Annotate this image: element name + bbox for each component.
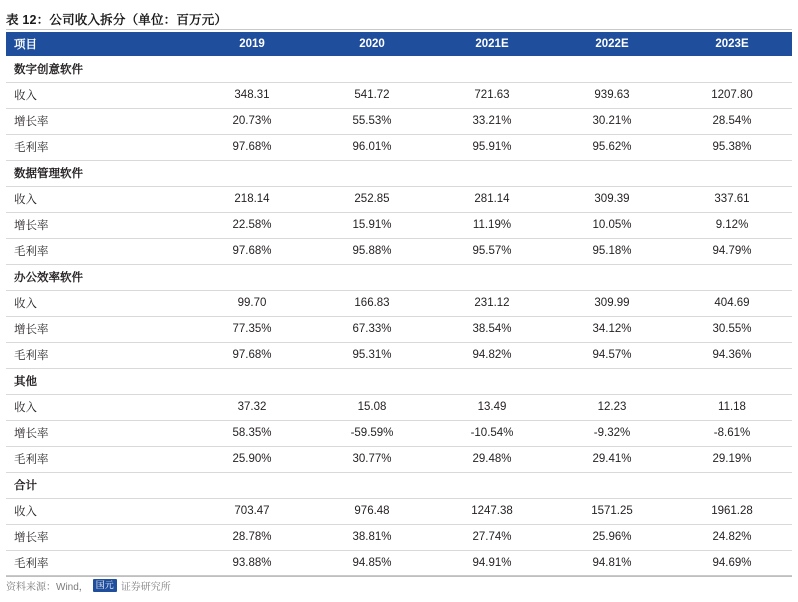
table-group-row: [6, 368, 792, 394]
table-row: [6, 108, 792, 134]
cell-value: 27.74%: [432, 524, 552, 550]
row-label: 收入: [6, 82, 192, 108]
group-label: 办公效率软件: [6, 264, 192, 290]
table-header-row: [6, 32, 792, 56]
cell-value: 93.88%: [192, 550, 312, 576]
cell-value: 15.08: [312, 394, 432, 420]
group-spacer: [432, 56, 552, 82]
table-row: [6, 238, 792, 264]
cell-value: -9.32%: [552, 420, 672, 446]
cell-value: 33.21%: [432, 108, 552, 134]
cell-value: -10.54%: [432, 420, 552, 446]
row-label: 增长率: [6, 316, 192, 342]
group-spacer: [552, 472, 672, 498]
table-row: [6, 134, 792, 160]
cell-value: 703.47: [192, 498, 312, 524]
cell-value: 541.72: [312, 82, 432, 108]
group-spacer: [312, 368, 432, 394]
table-caption-text: 表 12：公司收入拆分（单位：百万元）: [6, 13, 228, 27]
cell-value: 97.68%: [192, 342, 312, 368]
table-group-row: [6, 472, 792, 498]
cell-value: 37.32: [192, 394, 312, 420]
table-caption: [6, 8, 792, 30]
group-spacer: [672, 368, 792, 394]
cell-value: 94.81%: [552, 550, 672, 576]
cell-value: 939.63: [552, 82, 672, 108]
group-spacer: [312, 264, 432, 290]
table-row: [6, 316, 792, 342]
cell-value: 30.21%: [552, 108, 672, 134]
caption-divider: [6, 29, 792, 30]
table-group-row: [6, 160, 792, 186]
group-spacer: [672, 160, 792, 186]
table-group-row: [6, 56, 792, 82]
cell-value: 99.70: [192, 290, 312, 316]
cell-value: 13.49: [432, 394, 552, 420]
group-spacer: [312, 160, 432, 186]
cell-value: 166.83: [312, 290, 432, 316]
cell-value: 95.57%: [432, 238, 552, 264]
source-prefix: 资料来源：Wind，: [6, 581, 89, 593]
cell-value: 24.82%: [672, 524, 792, 550]
cell-value: 231.12: [432, 290, 552, 316]
row-label: 收入: [6, 394, 192, 420]
cell-value: 97.68%: [192, 134, 312, 160]
cell-value: 94.82%: [432, 342, 552, 368]
table-row: [6, 524, 792, 550]
cell-value: 28.78%: [192, 524, 312, 550]
table-group-row: [6, 264, 792, 290]
row-label: 毛利率: [6, 238, 192, 264]
cell-value: 97.68%: [192, 238, 312, 264]
cell-value: 25.96%: [552, 524, 672, 550]
cell-value: 10.05%: [552, 212, 672, 238]
cell-value: 1247.38: [432, 498, 552, 524]
row-label: 收入: [6, 290, 192, 316]
row-label: 增长率: [6, 524, 192, 550]
table-row: [6, 446, 792, 472]
group-spacer: [552, 160, 672, 186]
cell-value: 1571.25: [552, 498, 672, 524]
group-spacer: [432, 368, 552, 394]
cell-value: 25.90%: [192, 446, 312, 472]
cell-value: 67.33%: [312, 316, 432, 342]
cell-value: 29.41%: [552, 446, 672, 472]
table-row: [6, 550, 792, 576]
source-note: [6, 576, 792, 594]
cell-value: 1207.80: [672, 82, 792, 108]
cell-value: 55.53%: [312, 108, 432, 134]
cell-value: 9.12%: [672, 212, 792, 238]
cell-value: 404.69: [672, 290, 792, 316]
cell-value: 95.31%: [312, 342, 432, 368]
group-spacer: [312, 56, 432, 82]
group-spacer: [432, 472, 552, 498]
group-spacer: [192, 472, 312, 498]
row-label: 增长率: [6, 212, 192, 238]
cell-value: 976.48: [312, 498, 432, 524]
group-spacer: [672, 472, 792, 498]
group-spacer: [552, 264, 672, 290]
table-row: [6, 420, 792, 446]
table-body: [6, 56, 792, 576]
group-spacer: [432, 264, 552, 290]
group-spacer: [552, 56, 672, 82]
cell-value: 77.35%: [192, 316, 312, 342]
cell-value: 281.14: [432, 186, 552, 212]
source-suffix: 证券研究所: [120, 581, 171, 593]
table-row: [6, 394, 792, 420]
cell-value: 20.73%: [192, 108, 312, 134]
group-spacer: [192, 160, 312, 186]
cell-value: 337.61: [672, 186, 792, 212]
cell-value: 218.14: [192, 186, 312, 212]
cell-value: 38.81%: [312, 524, 432, 550]
broker-logo-badge: 国元: [93, 579, 117, 592]
cell-value: -8.61%: [672, 420, 792, 446]
table-header: [6, 32, 792, 56]
cell-value: 15.91%: [312, 212, 432, 238]
group-spacer: [672, 56, 792, 82]
cell-value: 721.63: [432, 82, 552, 108]
table-row: [6, 212, 792, 238]
cell-value: 28.54%: [672, 108, 792, 134]
cell-value: 12.23: [552, 394, 672, 420]
group-spacer: [672, 264, 792, 290]
cell-value: 29.48%: [432, 446, 552, 472]
cell-value: 29.19%: [672, 446, 792, 472]
cell-value: 94.85%: [312, 550, 432, 576]
cell-value: 30.55%: [672, 316, 792, 342]
cell-value: 95.91%: [432, 134, 552, 160]
group-spacer: [552, 368, 672, 394]
column-header-2022e: 2022E: [552, 32, 672, 56]
table-row: [6, 498, 792, 524]
row-label: 毛利率: [6, 134, 192, 160]
row-label: 增长率: [6, 108, 192, 134]
cell-value: 309.99: [552, 290, 672, 316]
cell-value: -59.59%: [312, 420, 432, 446]
row-label: 收入: [6, 498, 192, 524]
cell-value: 95.38%: [672, 134, 792, 160]
table-row: [6, 186, 792, 212]
group-spacer: [192, 368, 312, 394]
table-row: [6, 82, 792, 108]
cell-value: 22.58%: [192, 212, 312, 238]
cell-value: 1961.28: [672, 498, 792, 524]
cell-value: 94.36%: [672, 342, 792, 368]
revenue-breakdown-table: [6, 32, 792, 577]
row-label: 毛利率: [6, 342, 192, 368]
cell-value: 96.01%: [312, 134, 432, 160]
group-label: 数字创意软件: [6, 56, 192, 82]
group-spacer: [192, 264, 312, 290]
column-header-item: 项目: [6, 32, 192, 56]
cell-value: 309.39: [552, 186, 672, 212]
row-label: 毛利率: [6, 446, 192, 472]
cell-value: 30.77%: [312, 446, 432, 472]
column-header-2020: 2020: [312, 32, 432, 56]
column-header-2019: 2019: [192, 32, 312, 56]
cell-value: 58.35%: [192, 420, 312, 446]
table-row: [6, 342, 792, 368]
cell-value: 95.88%: [312, 238, 432, 264]
cell-value: 252.85: [312, 186, 432, 212]
group-spacer: [192, 56, 312, 82]
row-label: 增长率: [6, 420, 192, 446]
row-label: 毛利率: [6, 550, 192, 576]
cell-value: 95.62%: [552, 134, 672, 160]
cell-value: 94.79%: [672, 238, 792, 264]
group-spacer: [312, 472, 432, 498]
cell-value: 11.19%: [432, 212, 552, 238]
group-spacer: [432, 160, 552, 186]
cell-value: 94.69%: [672, 550, 792, 576]
cell-value: 348.31: [192, 82, 312, 108]
group-label: 合计: [6, 472, 192, 498]
cell-value: 95.18%: [552, 238, 672, 264]
cell-value: 34.12%: [552, 316, 672, 342]
cell-value: 38.54%: [432, 316, 552, 342]
table-row: [6, 290, 792, 316]
cell-value: 94.91%: [432, 550, 552, 576]
cell-value: 94.57%: [552, 342, 672, 368]
column-header-2023e: 2023E: [672, 32, 792, 56]
group-label: 数据管理软件: [6, 160, 192, 186]
cell-value: 11.18: [672, 394, 792, 420]
column-header-2021e: 2021E: [432, 32, 552, 56]
row-label: 收入: [6, 186, 192, 212]
group-label: 其他: [6, 368, 192, 394]
